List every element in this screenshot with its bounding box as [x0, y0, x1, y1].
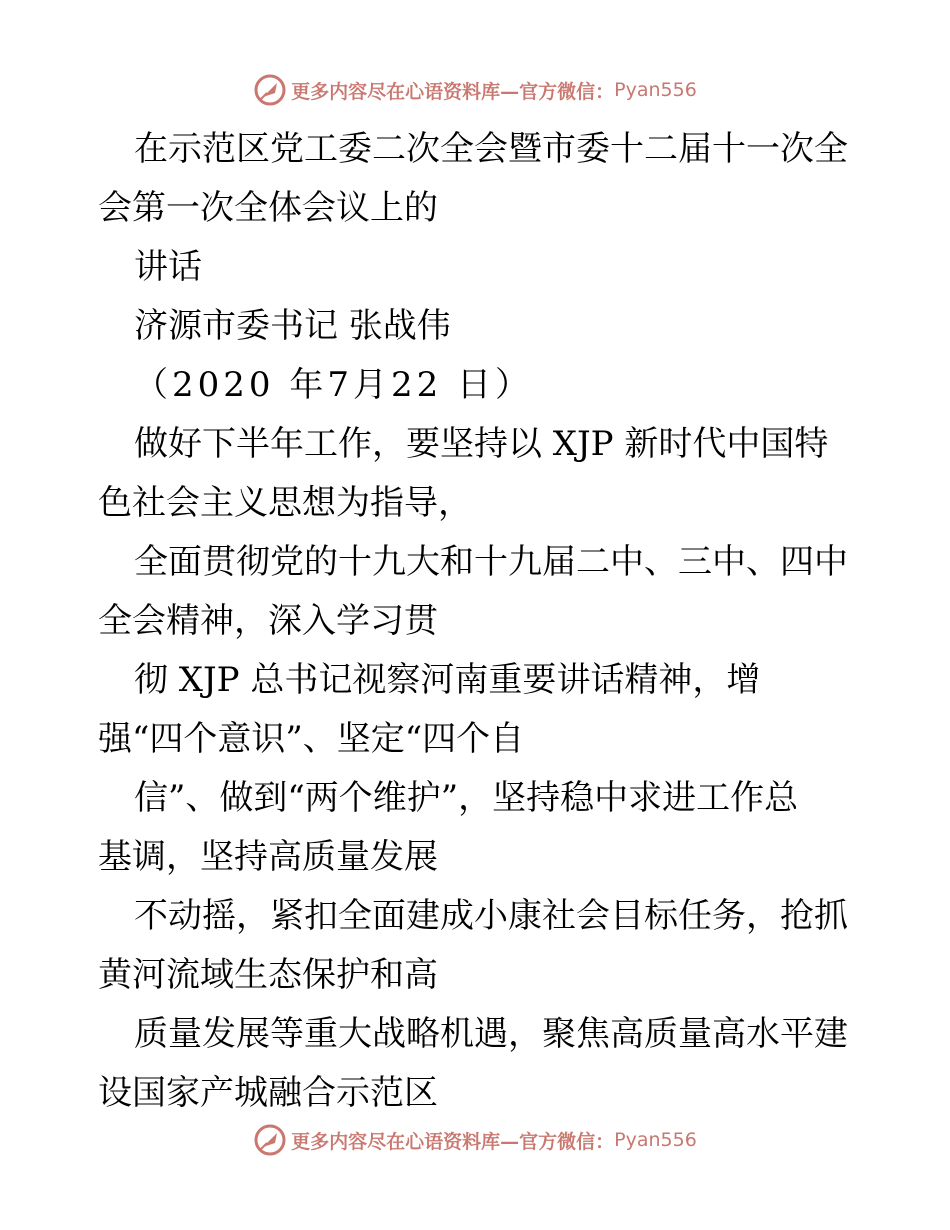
text-line: 色社会主义思想为指导， — [98, 483, 472, 523]
watermark-handle: Pyan556 — [614, 1129, 697, 1151]
text-line: 在示范区党工委二次全会暨市委十二届十一次全 — [134, 129, 848, 169]
watermark-handle: Pyan556 — [614, 79, 697, 101]
document-body — [98, 120, 858, 1123]
text-line: 不动摇，紧扣全面建成小康社会目标任务，抢抓 — [134, 896, 848, 936]
footer-watermark — [0, 1120, 950, 1160]
text-line: 信”、做到“两个维护”，坚持稳中求进工作总 — [134, 778, 799, 818]
text-line: 质量发展等重大战略机遇，聚焦高质量高水平建 — [134, 1014, 848, 1054]
text-line: 基调，坚持高质量发展 — [98, 837, 438, 877]
text-line: 会第一次全体会议上的 — [98, 188, 438, 228]
date-line: （2020 年7月22 日） — [134, 365, 534, 405]
quill-logo-icon — [253, 1123, 287, 1157]
text-line: 黄河流域生态保护和高 — [98, 955, 438, 995]
text-line: 强“四个意识”、坚定“四个自 — [98, 719, 525, 759]
header-watermark — [0, 70, 950, 110]
text-line: 讲话 — [134, 247, 202, 287]
text-line: 全面贯彻党的十九大和十九届二中、三中、四中 — [134, 542, 848, 582]
quill-logo-icon — [253, 73, 287, 107]
text-line: 彻 XJP 总书记视察河南重要讲话精神，增 — [134, 660, 761, 700]
text-line: 做好下半年工作，要坚持以 XJP 新时代中国特 — [134, 424, 829, 464]
text-line: 济源市委书记 张战伟 — [134, 306, 451, 346]
text-line: 设国家产城融合示范区 — [98, 1073, 438, 1113]
text-line: 全会精神，深入学习贯 — [98, 601, 438, 641]
watermark-text: 更多内容尽在心语资料库—官方微信： — [291, 80, 615, 103]
watermark-text: 更多内容尽在心语资料库—官方微信： — [291, 1130, 615, 1153]
